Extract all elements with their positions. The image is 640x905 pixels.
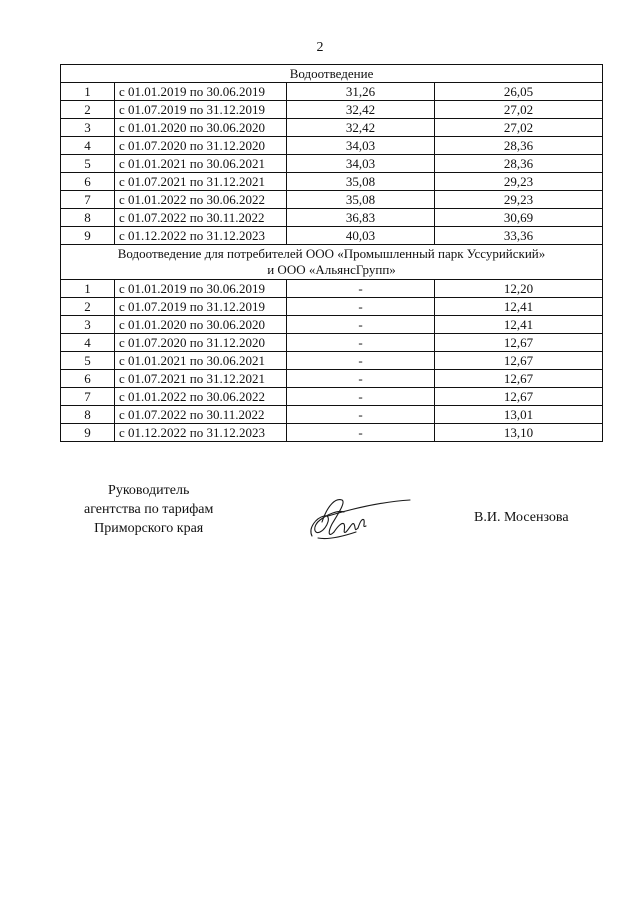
- tariff-value-cell: 12,67: [435, 334, 603, 352]
- row-number-cell: 6: [61, 173, 115, 191]
- row-number-cell: 5: [61, 352, 115, 370]
- row-number-cell: 3: [61, 316, 115, 334]
- tariff-value-cell: -: [287, 352, 435, 370]
- tariff-value-cell: -: [287, 334, 435, 352]
- tariff-value-cell: 35,08: [287, 191, 435, 209]
- tariff-value-cell: 13,01: [435, 406, 603, 424]
- section-title: [61, 245, 603, 280]
- table-row: [61, 388, 603, 406]
- row-number-cell: 8: [61, 406, 115, 424]
- table-row: [61, 424, 603, 442]
- period-cell: с 01.01.2019 по 30.06.2019: [115, 280, 287, 298]
- tariff-value-cell: 13,10: [435, 424, 603, 442]
- tariff-value-cell: 34,03: [287, 137, 435, 155]
- section-title-line: и ООО «АльянсГрупп»: [267, 262, 396, 277]
- tariff-value-cell: -: [287, 406, 435, 424]
- tariff-value-cell: -: [287, 280, 435, 298]
- period-cell: с 01.07.2021 по 31.12.2021: [115, 370, 287, 388]
- tariff-value-cell: 12,41: [435, 316, 603, 334]
- table-row: [61, 370, 603, 388]
- row-number-cell: 9: [61, 227, 115, 245]
- row-number-cell: 8: [61, 209, 115, 227]
- tariff-value-cell: 29,23: [435, 173, 603, 191]
- row-number-cell: 9: [61, 424, 115, 442]
- table-row: [61, 137, 603, 155]
- tariff-value-cell: 27,02: [435, 119, 603, 137]
- tariff-value-cell: 12,20: [435, 280, 603, 298]
- period-cell: с 01.01.2022 по 30.06.2022: [115, 388, 287, 406]
- signatory-title-line: Руководитель: [108, 483, 190, 498]
- page-number: 2: [316, 40, 324, 55]
- section-title-row: [61, 245, 603, 280]
- tariff-value-cell: 32,42: [287, 101, 435, 119]
- row-number-cell: 4: [61, 137, 115, 155]
- tariff-value-cell: 27,02: [435, 101, 603, 119]
- period-cell: с 01.07.2020 по 31.12.2020: [115, 334, 287, 352]
- tariff-value-cell: 28,36: [435, 137, 603, 155]
- handwritten-signature: [298, 492, 416, 548]
- tariff-value-cell: 12,67: [435, 388, 603, 406]
- row-number-cell: 7: [61, 191, 115, 209]
- row-number-cell: 5: [61, 155, 115, 173]
- signatory-title-line: агентства по тарифам: [84, 502, 214, 517]
- period-cell: с 01.07.2019 по 31.12.2019: [115, 298, 287, 316]
- period-cell: с 01.01.2020 по 30.06.2020: [115, 316, 287, 334]
- table-row: [61, 209, 603, 227]
- period-cell: с 01.07.2020 по 31.12.2020: [115, 137, 287, 155]
- tariff-value-cell: 40,03: [287, 227, 435, 245]
- row-number-cell: 6: [61, 370, 115, 388]
- tariff-value-cell: 12,67: [435, 352, 603, 370]
- period-cell: с 01.12.2022 по 31.12.2023: [115, 424, 287, 442]
- table-row: [61, 227, 603, 245]
- tariff-value-cell: 29,23: [435, 191, 603, 209]
- tariff-value-cell: -: [287, 424, 435, 442]
- tariff-value-cell: 31,26: [287, 83, 435, 101]
- tariff-value-cell: -: [287, 298, 435, 316]
- table-row: [61, 280, 603, 298]
- table-row: [61, 119, 603, 137]
- signatory-title: [84, 481, 213, 538]
- signatory-title-line: Приморского края: [94, 521, 204, 536]
- period-cell: с 01.07.2022 по 30.11.2022: [115, 209, 287, 227]
- period-cell: с 01.07.2021 по 31.12.2021: [115, 173, 287, 191]
- tariff-value-cell: 28,36: [435, 155, 603, 173]
- row-number-cell: 1: [61, 83, 115, 101]
- tariff-value-cell: 12,41: [435, 298, 603, 316]
- row-number-cell: 4: [61, 334, 115, 352]
- period-cell: с 01.01.2021 по 30.06.2021: [115, 352, 287, 370]
- period-cell: с 01.01.2019 по 30.06.2019: [115, 83, 287, 101]
- signatory-name: В.И. Мосензова: [474, 510, 569, 525]
- tariff-value-cell: -: [287, 388, 435, 406]
- period-cell: с 01.07.2022 по 30.11.2022: [115, 406, 287, 424]
- period-cell: с 01.01.2020 по 30.06.2020: [115, 119, 287, 137]
- period-cell: с 01.12.2022 по 31.12.2023: [115, 227, 287, 245]
- period-cell: с 01.07.2019 по 31.12.2019: [115, 101, 287, 119]
- tariff-value-cell: 32,42: [287, 119, 435, 137]
- tariff-value-cell: 30,69: [435, 209, 603, 227]
- tariff-value-cell: 26,05: [435, 83, 603, 101]
- tariff-value-cell: -: [287, 316, 435, 334]
- table-row: [61, 352, 603, 370]
- section-title-line: Водоотведение для потребителей ООО «Промышленный парк Уссурийский»: [117, 246, 546, 261]
- row-number-cell: 3: [61, 119, 115, 137]
- tariff-value-cell: 12,67: [435, 370, 603, 388]
- tariff-table: [60, 64, 603, 442]
- tariff-value-cell: 33,36: [435, 227, 603, 245]
- table-row: [61, 298, 603, 316]
- row-number-cell: 1: [61, 280, 115, 298]
- section-title-row: [61, 65, 603, 83]
- row-number-cell: 2: [61, 298, 115, 316]
- table-row: [61, 316, 603, 334]
- period-cell: с 01.01.2022 по 30.06.2022: [115, 191, 287, 209]
- table-row: [61, 101, 603, 119]
- row-number-cell: 2: [61, 101, 115, 119]
- table-row: [61, 155, 603, 173]
- tariff-value-cell: 35,08: [287, 173, 435, 191]
- section-title-line: Водоотведение: [289, 65, 374, 81]
- tariff-value-cell: -: [287, 370, 435, 388]
- tariff-value-cell: 34,03: [287, 155, 435, 173]
- table-row: [61, 83, 603, 101]
- row-number-cell: 7: [61, 388, 115, 406]
- tariff-table-body: [61, 65, 603, 442]
- table-row: [61, 191, 603, 209]
- table-row: [61, 406, 603, 424]
- section-title: [61, 65, 603, 83]
- tariff-value-cell: 36,83: [287, 209, 435, 227]
- table-row: [61, 173, 603, 191]
- table-row: [61, 334, 603, 352]
- period-cell: с 01.01.2021 по 30.06.2021: [115, 155, 287, 173]
